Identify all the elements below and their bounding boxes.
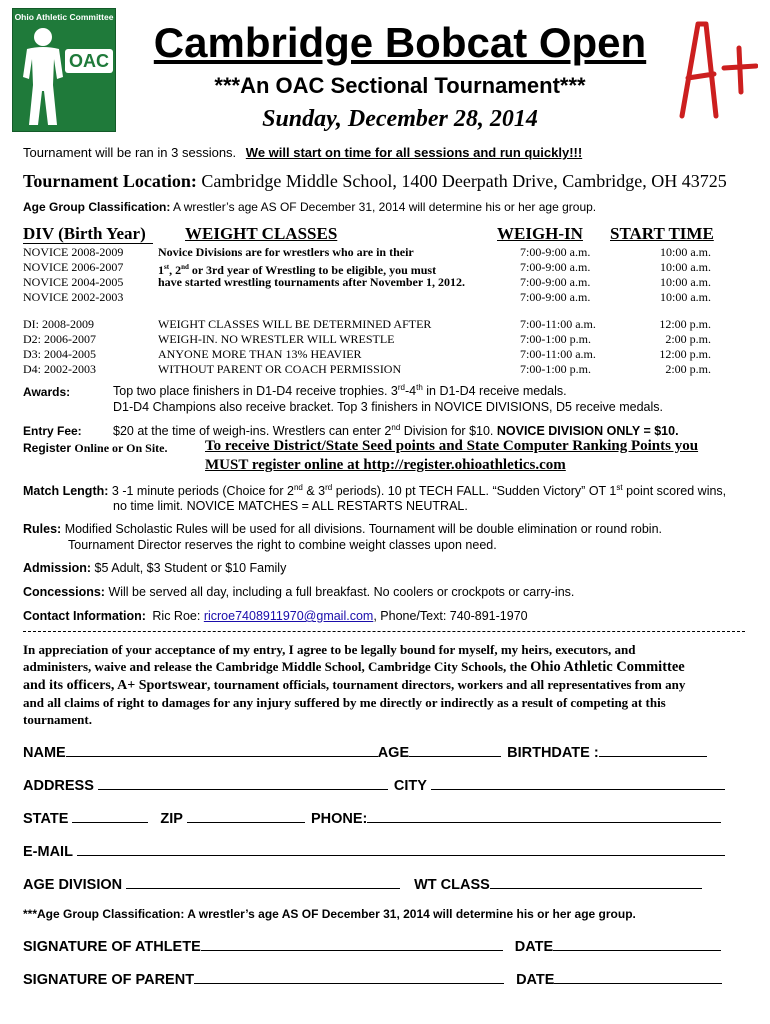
birthdate-field[interactable] bbox=[599, 743, 707, 757]
athlete-date-label: DATE bbox=[514, 939, 554, 955]
header-weigh-in: WEIGH-IN bbox=[497, 224, 583, 243]
novice-start bbox=[610, 245, 711, 305]
match-length-line-1: Match Length: 3 -1 minute periods (Choice for 2nd & 3rd periods). 10 pt TECH FALL. “Sudden Victory” OT 1st point scored wins, bbox=[23, 483, 727, 499]
register-label: Register Online or On Site. bbox=[23, 441, 168, 455]
awards-label: Awards: bbox=[23, 385, 71, 399]
city-field[interactable] bbox=[431, 776, 725, 790]
start-cell: 12:00 p.m. bbox=[659, 347, 711, 361]
parent-signature-label: SIGNATURE OF PARENT bbox=[23, 972, 195, 988]
division-div: D3: 2004-2005 bbox=[23, 347, 96, 361]
entry-fee-label: Entry Fee: bbox=[23, 424, 82, 438]
division-div: D4: 2002-2003 bbox=[23, 362, 96, 376]
age-label: AGE bbox=[377, 745, 410, 761]
phone-field[interactable] bbox=[367, 809, 721, 823]
email-field[interactable] bbox=[77, 842, 725, 856]
logo-caption: Ohio Athletic Committee bbox=[14, 12, 114, 22]
weighin-cell: 7:00-11:00 a.m. bbox=[520, 317, 596, 331]
division-notes bbox=[158, 317, 431, 377]
address-field[interactable] bbox=[98, 776, 388, 790]
oac-logo bbox=[12, 8, 116, 132]
division-start bbox=[610, 317, 711, 377]
name-label: NAME bbox=[23, 745, 66, 761]
admission-line: Admission: $5 Adult, $3 Student or $10 Family bbox=[23, 561, 287, 575]
grade-a-plus-icon bbox=[676, 16, 758, 124]
novice-note: have started wrestling tournaments after November 1, 2012. bbox=[158, 275, 465, 289]
form-age-note: ***Age Group Classification: A wrestler’s age AS OF December 31, 2014 will determine his or her age group. bbox=[23, 907, 636, 921]
city-label: CITY bbox=[393, 778, 427, 794]
weighin-cell: 7:00-1:00 p.m. bbox=[520, 332, 591, 346]
athlete-signature-field[interactable] bbox=[201, 937, 503, 951]
division-note: WEIGH-IN. NO WRESTLER WILL WRESTLE bbox=[158, 332, 395, 346]
cut-line-divider bbox=[23, 631, 745, 632]
novice-divisions bbox=[23, 245, 123, 305]
event-date: Sunday, December 28, 2014 bbox=[262, 106, 538, 132]
wt-class-field[interactable] bbox=[490, 875, 702, 889]
zip-label: ZIP bbox=[160, 811, 183, 827]
contact-line: Contact Information: Ric Roe: ricroe7408911970@gmail.com, Phone/Text: 740-891-1970 bbox=[23, 609, 528, 623]
age-value: A wrestler’s age AS OF December 31, 2014 will determine his or her age group. bbox=[173, 200, 597, 214]
location-label: Tournament Location: bbox=[23, 171, 197, 191]
form-row-athlete-signature bbox=[23, 937, 721, 955]
form-row-name bbox=[23, 743, 707, 761]
sessions-emphasis: We will start on time for all sessions and run quickly!!! bbox=[245, 145, 583, 160]
novice-weighin bbox=[520, 245, 590, 305]
division-div: D2: 2006-2007 bbox=[23, 332, 96, 346]
header-start-time: START TIME bbox=[610, 224, 714, 243]
division-list bbox=[23, 317, 96, 377]
novice-notes bbox=[158, 245, 465, 290]
birthdate-label: BIRTHDATE : bbox=[507, 745, 599, 761]
start-cell: 10:00 a.m. bbox=[660, 260, 711, 274]
state-label: STATE bbox=[23, 811, 69, 827]
zip-field[interactable] bbox=[187, 809, 305, 823]
division-weighin bbox=[520, 317, 596, 377]
weighin-cell: 7:00-11:00 a.m. bbox=[520, 347, 596, 361]
parent-date-label: DATE bbox=[516, 972, 555, 988]
age-division-label: AGE DIVISION bbox=[23, 877, 123, 893]
sessions-intro: Tournament will be ran in 3 sessions. bbox=[23, 145, 237, 160]
phone-label: PHONE: bbox=[310, 811, 368, 827]
novice-note: 1st, 2nd or 3rd year of Wrestling to be eligible, you must bbox=[158, 263, 437, 277]
logo-oac-text: OAC bbox=[65, 49, 113, 73]
waiver-paragraph: In appreciation of your acceptance of my entry, I agree to be legally bound for myself, my heirs, executors, and administers, waive and release the Cambridge Middle School, Cambridge City Schools, the Ohio Athletic Committee and its officers, A+ Sportswear, tournament officials, tournament directors, workers and all representatives from any and all claims of right to damages for any injury suffered by me directly or indirectly as a result of competing at this tournament. bbox=[23, 642, 686, 727]
location-value: Cambridge Middle School, 1400 Deerpath Drive, Cambridge, OH 43725 bbox=[201, 171, 727, 191]
novice-div: NOVICE 2002-2003 bbox=[23, 290, 124, 304]
form-row-email bbox=[23, 842, 725, 860]
register-note-line-2[interactable]: MUST register online at http://register.ohioathletics.com bbox=[205, 457, 566, 473]
weighin-cell: 7:00-1:00 p.m. bbox=[520, 362, 591, 376]
header-div-underline bbox=[23, 243, 153, 244]
start-cell: 2:00 p.m. bbox=[665, 332, 711, 346]
name-field[interactable] bbox=[66, 743, 378, 757]
awards-line-2: D1-D4 Champions also receive bracket. Top 3 finishers in NOVICE DIVISIONS, D5 receive medals. bbox=[113, 400, 663, 414]
contact-email-link[interactable]: ricroe7408911970@gmail.com bbox=[203, 609, 374, 623]
form-row-state bbox=[23, 809, 721, 827]
form-row-address bbox=[23, 776, 725, 794]
novice-div: NOVICE 2006-2007 bbox=[23, 260, 124, 274]
rules-line-2: Tournament Director reserves the right to combine weight classes upon need. bbox=[68, 538, 497, 552]
weighin-cell: 7:00-9:00 a.m. bbox=[520, 275, 591, 289]
age-label: Age Group Classification: bbox=[23, 200, 171, 214]
page-subtitle: ***An OAC Sectional Tournament*** bbox=[214, 73, 586, 98]
awards-line-1: Top two place finishers in D1-D4 receive trophies. 3rd-4th in D1-D4 receive medals. bbox=[113, 383, 567, 399]
register-note-line-1: To receive District/State Seed points and State Computer Ranking Points you bbox=[205, 438, 699, 454]
division-note: WEIGHT CLASSES WILL BE DETERMINED AFTER bbox=[158, 317, 432, 331]
parent-date-field[interactable] bbox=[554, 970, 722, 984]
weighin-cell: 7:00-9:00 a.m. bbox=[520, 245, 591, 259]
start-cell: 10:00 a.m. bbox=[660, 275, 711, 289]
athlete-signature-label: SIGNATURE OF ATHLETE bbox=[23, 939, 201, 955]
match-length-line-2: no time limit. NOVICE MATCHES = ALL RESTARTS NEUTRAL. bbox=[113, 499, 468, 513]
entry-fee-text: $20 at the time of weigh-ins. Wrestlers can enter 2nd Division for $10. NOVICE DIVISION ONLY = $10. bbox=[113, 423, 679, 439]
age-field[interactable] bbox=[409, 743, 501, 757]
form-row-division bbox=[23, 875, 702, 893]
start-cell: 10:00 a.m. bbox=[660, 290, 711, 304]
location-line bbox=[23, 171, 727, 192]
age-division-field[interactable] bbox=[126, 875, 400, 889]
page-title: Cambridge Bobcat Open bbox=[153, 19, 647, 66]
weighin-cell: 7:00-9:00 a.m. bbox=[520, 260, 591, 274]
header-div: DIV (Birth Year) bbox=[23, 224, 146, 243]
header-weight-classes: WEIGHT CLASSES bbox=[185, 224, 338, 243]
novice-div: NOVICE 2004-2005 bbox=[23, 275, 124, 289]
division-div: DI: 2008-2009 bbox=[23, 317, 94, 331]
novice-div: NOVICE 2008-2009 bbox=[23, 245, 124, 259]
division-note: ANYONE MORE THAN 13% HEAVIER bbox=[158, 347, 362, 361]
state-field[interactable] bbox=[72, 809, 148, 823]
novice-note: Novice Divisions are for wrestlers who are in their bbox=[158, 245, 414, 259]
address-label: ADDRESS bbox=[23, 778, 94, 794]
start-cell: 2:00 p.m. bbox=[665, 362, 711, 376]
athlete-date-field[interactable] bbox=[553, 937, 721, 951]
start-cell: 12:00 p.m. bbox=[659, 317, 711, 331]
form-row-parent-signature bbox=[23, 970, 722, 988]
division-note: WITHOUT PARENT OR COACH PERMISSION bbox=[158, 362, 402, 376]
rules-line-1: Rules: Modified Scholastic Rules will be used for all divisions. Tournament will be double elimination or round robin. bbox=[23, 522, 662, 536]
weighin-cell: 7:00-9:00 a.m. bbox=[520, 290, 591, 304]
wt-class-label: WT CLASS bbox=[414, 877, 490, 893]
email-label: E-MAIL bbox=[23, 844, 73, 860]
sessions-line bbox=[23, 145, 582, 160]
parent-signature-field[interactable] bbox=[194, 970, 504, 984]
wrestler-silhouette-icon bbox=[17, 25, 69, 129]
age-classification-line bbox=[23, 200, 596, 214]
start-cell: 10:00 a.m. bbox=[660, 245, 711, 259]
concessions-line: Concessions: Will be served all day, including a full breakfast. No coolers or crockpots or carry-ins. bbox=[23, 585, 575, 599]
